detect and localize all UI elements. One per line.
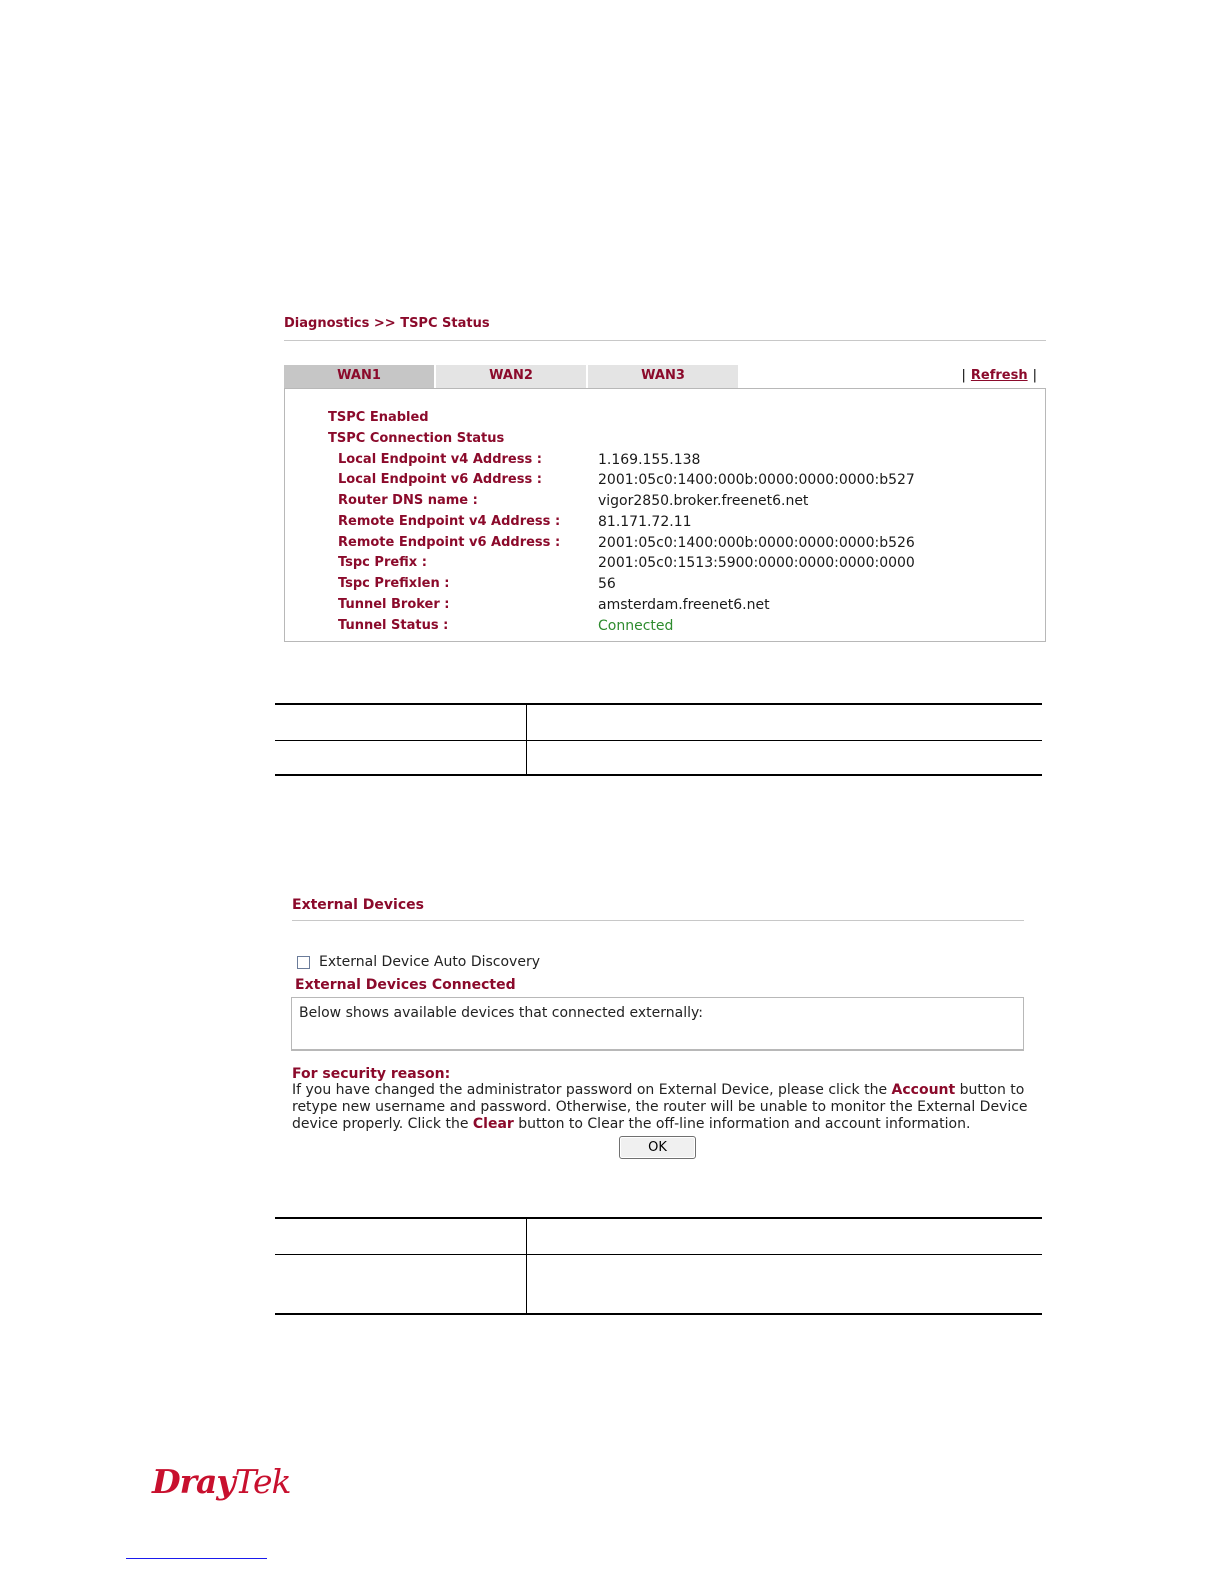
external-devices-title: External Devices: [292, 897, 424, 913]
row-value: 81.171.72.11: [598, 514, 692, 530]
row-label: Local Endpoint v6 Address :: [338, 472, 542, 487]
row-value: 2001:05c0:1513:5900:0000:0000:0000:0000: [598, 555, 915, 571]
table-cell: [275, 704, 527, 740]
row-label: Tunnel Broker :: [338, 597, 450, 612]
tspc-enabled-heading: TSPC Enabled: [328, 410, 429, 425]
refresh-link[interactable]: Refresh: [970, 368, 1028, 383]
connected-heading: External Devices Connected: [295, 977, 516, 993]
row-value: 2001:05c0:1400:000b:0000:0000:0000:b527: [598, 472, 915, 488]
spec-table: [275, 1217, 1042, 1315]
security-text-part: If you have changed the administrator password on External Device, please click the: [292, 1082, 892, 1098]
table-cell: [527, 704, 1043, 740]
tab-wan2[interactable]: WAN2: [436, 365, 587, 388]
security-text: [292, 1082, 1032, 1133]
wan-tabs: [284, 365, 1046, 388]
security-text-part: button to retype new username and password. Otherwise, the router will be unable to monitor the External Device device properly. Click the: [292, 1082, 1028, 1132]
auto-discovery-label: External Device Auto Discovery: [319, 954, 540, 970]
page-title: Diagnostics >> TSPC Status: [284, 316, 490, 331]
refresh-group: | Refresh |: [961, 368, 1037, 383]
tab-wan1[interactable]: WAN1: [284, 365, 435, 388]
tspc-status-box: [284, 388, 1046, 642]
footer-divider: [126, 1558, 267, 1559]
spec-table: [275, 703, 1042, 776]
table-cell: [275, 740, 527, 775]
logo-part: Dray: [152, 1462, 235, 1501]
security-text-part: button to Clear the off-line information and account information.: [513, 1116, 971, 1132]
draytek-logo: [152, 1462, 291, 1501]
auto-discovery-row: [297, 954, 540, 970]
connected-devices-box: [291, 997, 1024, 1051]
clear-keyword: Clear: [472, 1116, 514, 1132]
row-value: 1.169.155.138: [598, 452, 701, 468]
row-label: Remote Endpoint v4 Address :: [338, 514, 561, 529]
table-cell: [527, 1218, 1043, 1254]
row-label: Remote Endpoint v6 Address :: [338, 535, 561, 550]
title-divider: [292, 920, 1024, 921]
row-value: amsterdam.freenet6.net: [598, 597, 770, 613]
connected-intro: Below shows available devices that connected externally:: [299, 1005, 703, 1021]
title-divider: [284, 340, 1046, 341]
auto-discovery-checkbox[interactable]: [297, 956, 310, 969]
row-value: 2001:05c0:1400:000b:0000:0000:0000:b526: [598, 535, 915, 551]
table-cell: [275, 1218, 527, 1254]
row-label: Router DNS name :: [338, 493, 478, 508]
row-label: Local Endpoint v4 Address :: [338, 452, 542, 467]
table-cell: [527, 740, 1043, 775]
ok-button[interactable]: OK: [619, 1136, 696, 1159]
tunnel-status-value: Connected: [598, 618, 674, 634]
row-label: Tspc Prefixlen :: [338, 576, 450, 591]
security-title: For security reason:: [292, 1066, 451, 1082]
account-keyword: Account: [891, 1082, 956, 1098]
table-cell: [275, 1254, 527, 1314]
row-value: vigor2850.broker.freenet6.net: [598, 493, 809, 509]
row-value: 56: [598, 576, 616, 592]
row-label: Tspc Prefix :: [338, 555, 427, 570]
row-label: Tunnel Status :: [338, 618, 449, 633]
logo-part: Tek: [234, 1462, 291, 1501]
table-cell: [527, 1254, 1043, 1314]
tspc-connection-heading: TSPC Connection Status: [328, 431, 505, 446]
tab-wan3[interactable]: WAN3: [588, 365, 739, 388]
